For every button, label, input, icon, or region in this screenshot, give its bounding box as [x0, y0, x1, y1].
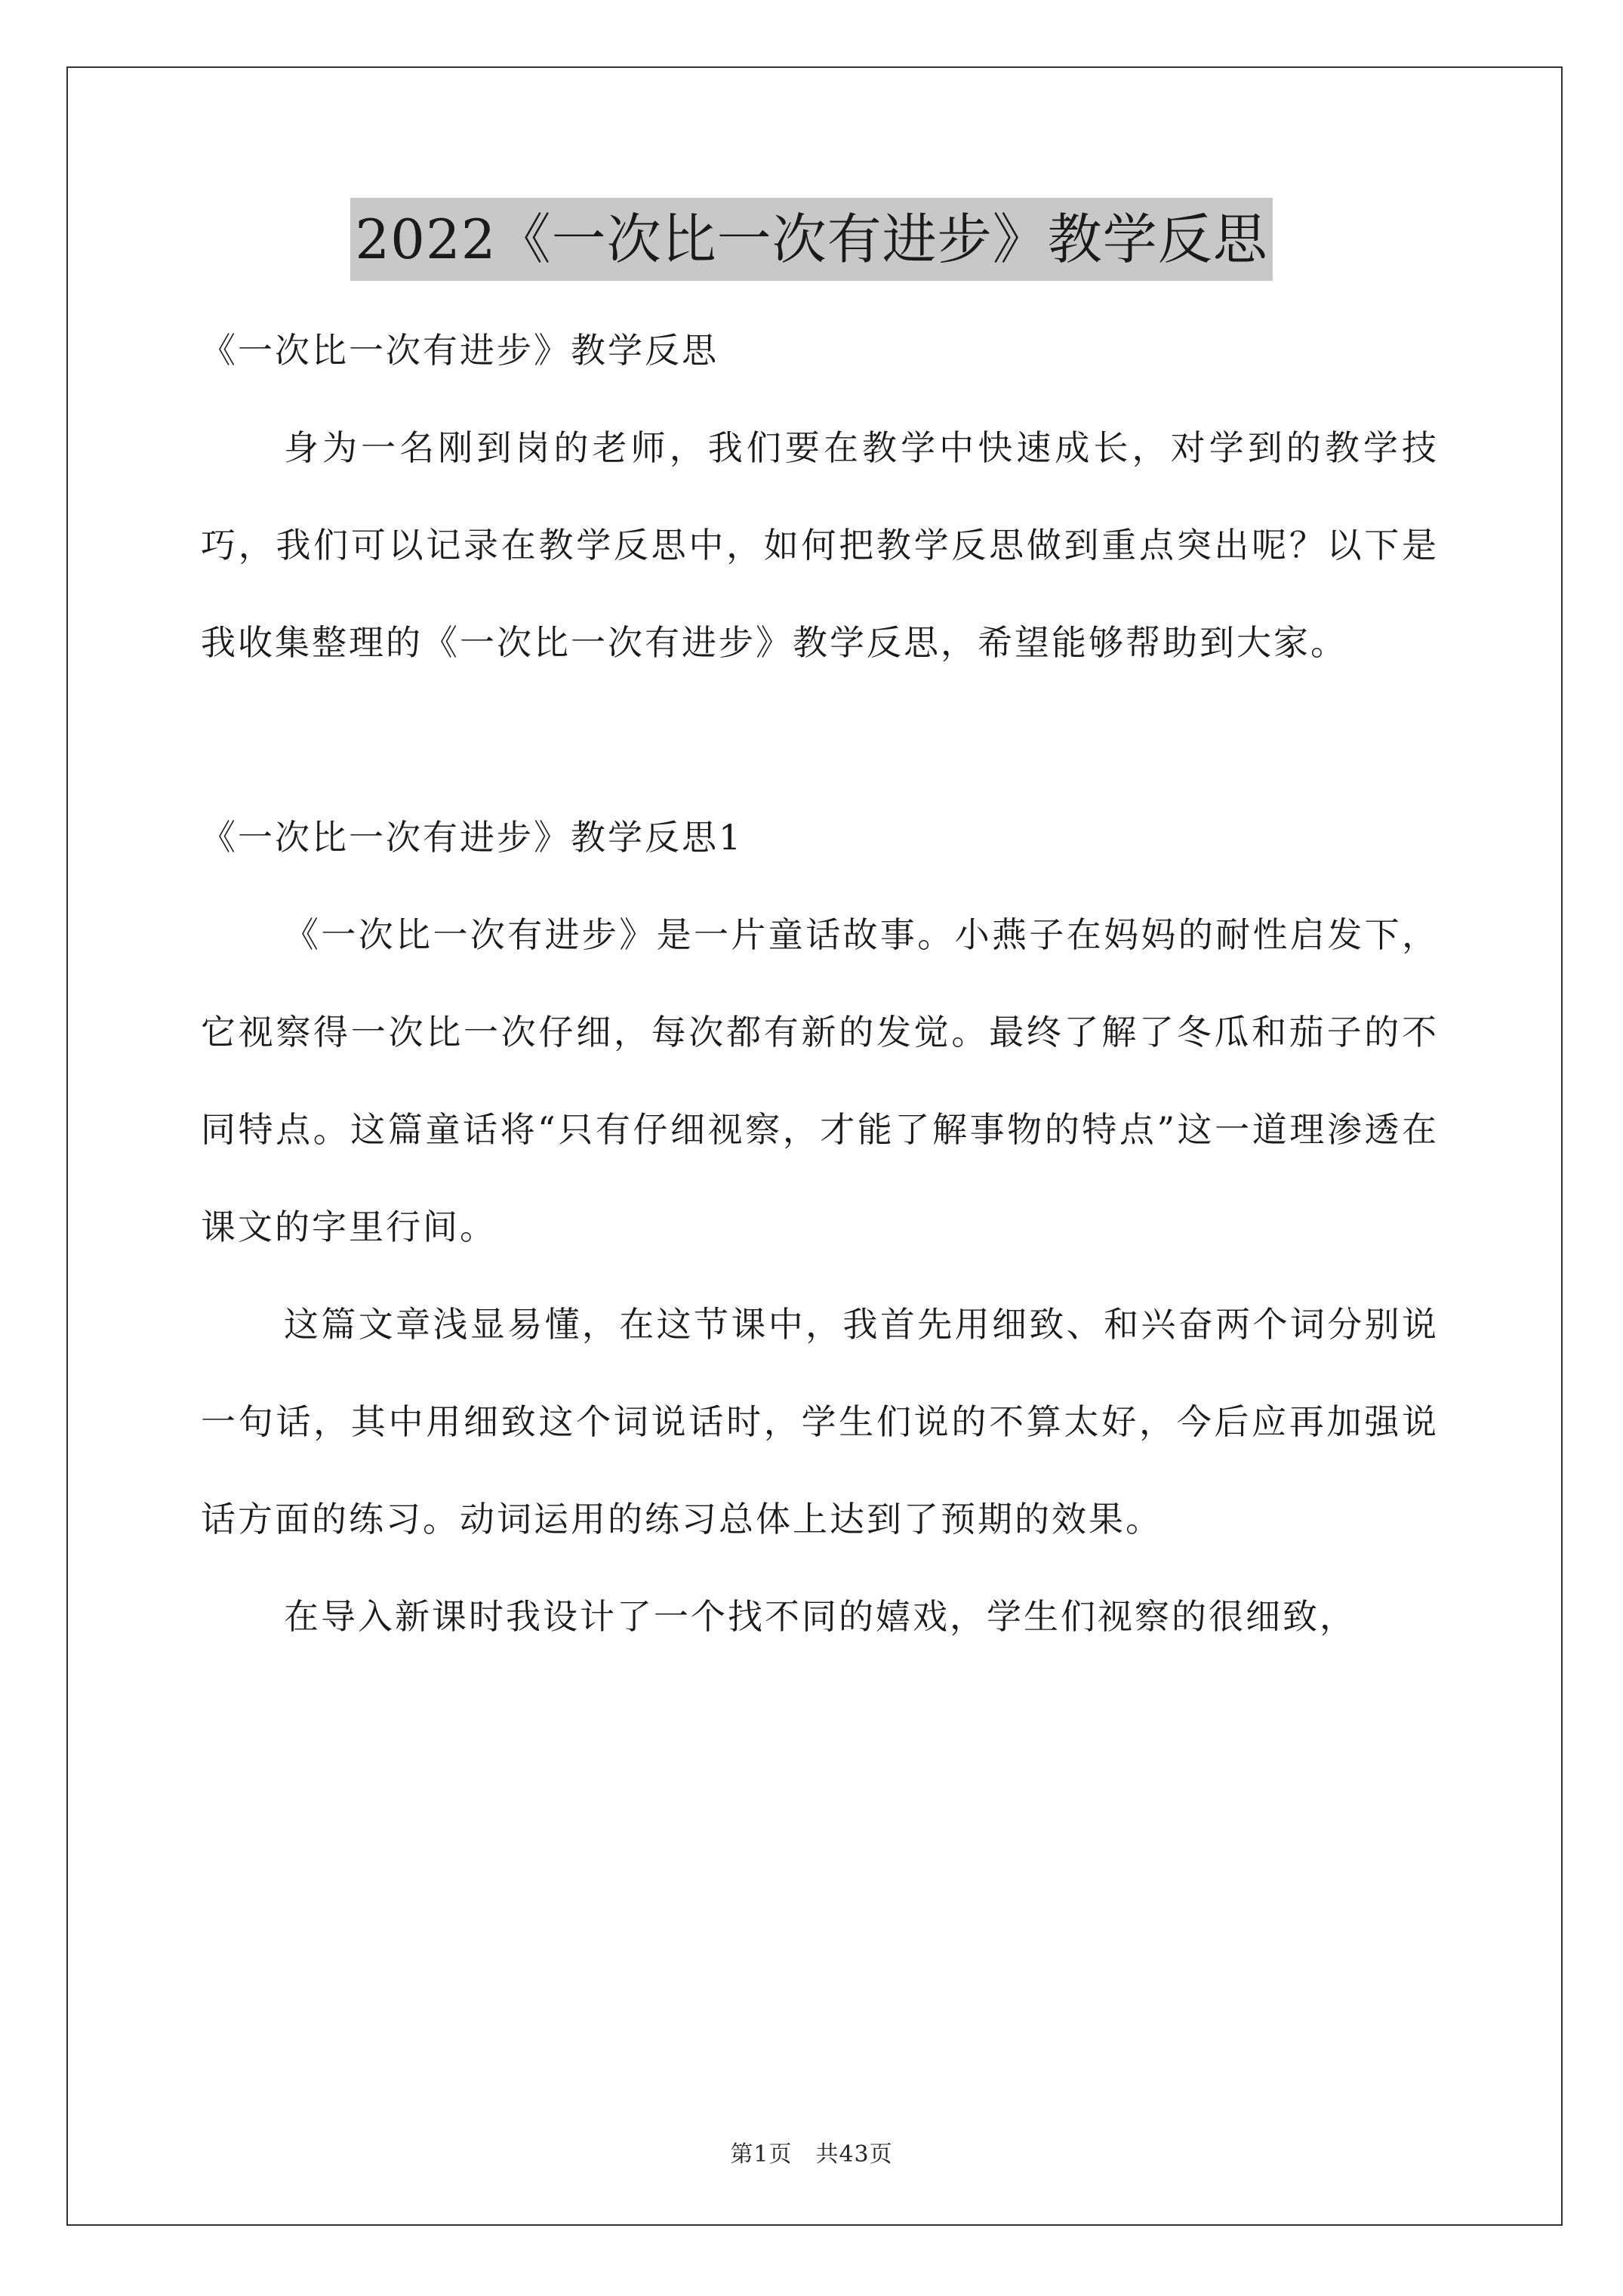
subtitle-heading: 《一次比一次有进步》教学反思: [201, 330, 719, 371]
document-title: 2022《一次比一次有进步》教学反思: [350, 198, 1272, 281]
section-spacer: [201, 692, 1439, 789]
section-heading: 《一次比一次有进步》教学反思1: [201, 817, 744, 858]
body-paragraph-2: 这篇文章浅显易懂，在这节课中，我首先用细致、和兴奋两个词分别说一句话，其中用细致这个词说话时，学生们说的不算太好，今后应再加强说话方面的练习。动词运用的练习总体上达到了预期的效果。: [201, 1304, 1439, 1539]
document-body: [201, 302, 1439, 1666]
intro-paragraph: 身为一名刚到岗的老师，我们要在教学中快速成长，对学到的教学技巧，我们可以记录在教学反思中，如何把教学反思做到重点突出呢？以下是我收集整理的《一次比一次有进步》教学反思，希望能够帮助到大家。: [201, 427, 1439, 663]
body-paragraph-1: 《一次比一次有进步》是一片童话故事。小燕子在妈妈的耐性启发下，它视察得一次比一次仔细，每次都有新的发觉。最终了解了冬瓜和茄子的不同特点。这篇童话将“只有仔细视察，才能了解事物的特点”这一道理渗透在课文的字里行间。: [201, 914, 1439, 1247]
title-container: [0, 198, 1623, 281]
page-footer: 第1页 共43页: [730, 2141, 893, 2168]
body-paragraph-3: 在导入新课时我设计了一个找不同的嬉戏，学生们视察的很细致，: [284, 1596, 1357, 1637]
